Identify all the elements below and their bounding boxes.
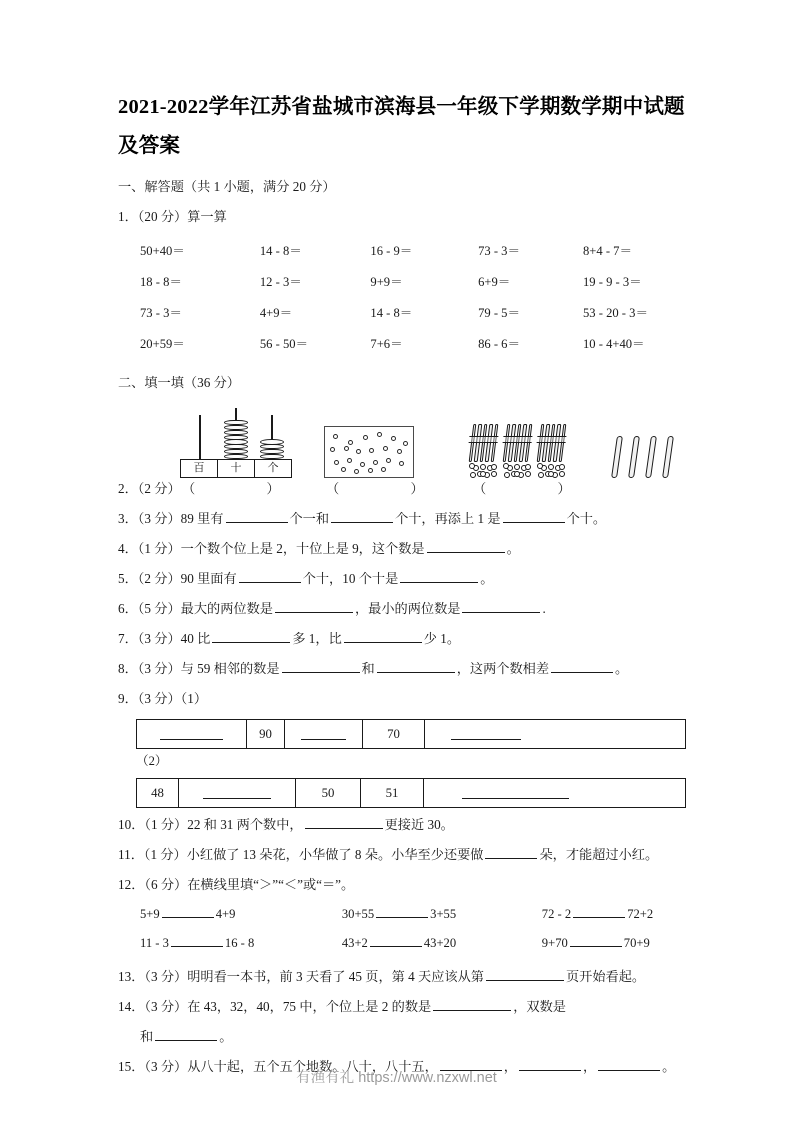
sequence-cell-blank[interactable] [425,720,547,748]
stick-bundle [536,424,566,478]
bundle-tie [537,436,567,443]
arithmetic-row [118,302,686,333]
abacus-bead [260,454,284,459]
answer-blank[interactable] [503,509,565,523]
question-4-text: 。 [506,541,520,556]
comparison-left: 9+70 [541,936,568,950]
question-5-label: 5．（2 分） [118,571,181,586]
abacus-place-label: 百 [181,460,218,477]
comparison-blank[interactable] [376,904,428,918]
question-14-text: ，双数是 [513,999,566,1014]
answer-blank[interactable] [331,509,393,523]
question-4-label: 4．（1 分） [118,541,181,556]
arithmetic-item: 16 - 9＝ [370,244,413,258]
comparison-blank[interactable] [162,904,214,918]
abacus-place-label: 十 [218,460,255,477]
arithmetic-item: 6+9＝ [478,275,511,289]
question-9-label: 9．（3 分）（1） [118,691,208,706]
question-7 [118,624,686,654]
comparison-grid [118,904,686,962]
comparison-right: 72+2 [627,907,654,921]
comparison-right: 43+20 [423,936,457,950]
question-8-text: 。 [615,661,629,676]
question-2-label: 2．（2 分） [118,481,181,496]
counting-dot [354,469,359,474]
question-10 [118,810,686,840]
question-7-text: 多 1，比 [292,631,342,646]
abacus-base [180,459,292,478]
counting-dot [363,435,368,440]
loose-stick [662,436,673,478]
abacus-bead-stack [224,421,248,459]
question-13-text: 页开始看起。 [565,969,646,984]
question-4-text: 一个数个位上是 2，十位上是 9，这个数是 [180,541,425,556]
counting-dot [391,436,396,441]
comparison-right: 4+9 [215,907,236,921]
stick-bundle [502,424,532,478]
counting-dot [386,458,391,463]
comparison-left: 30+55 [341,907,375,921]
question-10-label: 10．（1 分） [118,817,188,832]
question-2 [118,478,686,504]
answer-blank[interactable] [226,509,288,523]
counting-dot [377,432,382,437]
comparison-right: 16 - 8 [224,936,255,950]
question-14-text: 。 [219,1029,233,1044]
comparison-row [118,904,686,933]
sequence-cell-value: 51 [361,779,424,807]
question-3-text: 个一和 [289,511,330,526]
question-12-label: 12．（6 分） [118,877,188,892]
arithmetic-item: 53 - 20 - 3＝ [582,306,649,320]
question-8-text: 与 59 相邻的数是 [180,661,280,676]
abacus-place-label: 个 [267,462,279,474]
question-6-text: ，最小的两位数是 [354,601,461,616]
answer-blank[interactable] [239,569,301,583]
answer-blank[interactable] [400,569,478,583]
abacus-bead-stack [260,440,284,459]
question-8-label: 8．（3 分） [118,661,181,676]
arithmetic-item: 14 - 8＝ [370,306,413,320]
answer-blank[interactable] [486,967,564,981]
question-4 [118,534,686,564]
sequence-cell-blank[interactable] [285,720,363,748]
counting-dot [341,467,346,472]
question-15-text: 从八十起，五个五个地数。八十，八十五， [187,1059,438,1074]
answer-blank[interactable] [305,815,383,829]
arithmetic-item: 20+59＝ [140,337,185,351]
question-3-label: 3．（3 分） [118,511,181,526]
arithmetic-row [118,333,686,364]
comparison-row [118,933,686,962]
answer-parens[interactable]: （ ） [326,481,458,496]
abacus-bead [224,454,248,459]
illustration-row [118,404,686,478]
sequence-cell-blank[interactable] [179,779,296,807]
arithmetic-item: 8+4 - 7＝ [582,244,633,258]
number-sequence-table-2[interactable] [136,778,686,808]
question-11-text: 小红做了 13 朵花，小华做了 8 朵。小华至少还要做 [186,847,484,862]
question-6 [118,594,686,624]
question-12 [118,870,686,900]
question-3-text: 89 里有 [180,511,224,526]
question-15-text: ， [503,1059,517,1074]
comparison-blank[interactable] [573,904,625,918]
answer-blank[interactable] [377,659,455,673]
section-heading-1: 一、解答题（共 1 小题，满分 20 分） [118,179,336,194]
arithmetic-item: 79 - 5＝ [478,306,521,320]
answer-parens[interactable]: （ ） [182,481,314,496]
question-3 [118,504,686,534]
question-5-text: 90 里面有 [180,571,237,586]
counting-dot [348,440,353,445]
comparison-item [118,933,342,951]
comparison-left: 5+9 [140,907,160,921]
question-9-sub-label: （2） [136,754,168,768]
comparison-item [118,904,342,922]
comparison-right: 3+55 [430,907,457,921]
bundle-tie [503,436,533,443]
stick-bundle [468,424,498,478]
comparison-left: 43+2 [341,936,368,950]
comparison-item [342,933,542,951]
counting-dot [403,441,408,446]
arithmetic-item: 19 - 9 - 3＝ [582,275,642,289]
answer-blank[interactable] [344,629,422,643]
question-7-label: 7．（3 分） [118,631,181,646]
counting-dot [397,449,402,454]
comparison-item [342,904,542,922]
comparison-blank[interactable] [570,933,622,947]
answer-blank[interactable] [212,629,290,643]
question-6-text: . [542,601,546,616]
counting-dot [368,468,373,473]
counting-dot [330,447,335,452]
question-14-text: 在 43，32，40，75 中，个位上是 2 的数是 [187,999,432,1014]
abacus-rods [180,407,292,459]
comparison-blank[interactable] [171,933,223,947]
question-13 [118,962,686,992]
section-heading-2: 二、填一填（36 分） [118,375,240,390]
counting-dot [334,460,339,465]
counting-dot [347,458,352,463]
question-11-label: 11．（1 分） [118,847,187,862]
arithmetic-item: 9+9＝ [370,275,403,289]
comparison-left: 72 - 2 [541,907,572,921]
question-10-text: 更接近 30。 [384,817,454,832]
question-8-text: ，这两个数相差 [456,661,550,676]
question-8-text: 和 [361,661,375,676]
question-5 [118,564,686,594]
counting-dot [383,446,388,451]
question-6-label: 6．（5 分） [118,601,181,616]
question-8 [118,654,686,684]
arithmetic-item: 73 - 3＝ [140,306,182,320]
comparison-item [542,904,686,922]
answer-blank[interactable] [433,997,511,1011]
arithmetic-item: 4+9＝ [259,306,293,320]
loose-stick [645,436,656,478]
sequence-cell-value: 90 [247,720,285,748]
arithmetic-item: 56 - 50＝ [259,337,309,351]
arithmetic-item: 18 - 8＝ [140,275,182,289]
loose-sticks-illustration [610,430,686,478]
counting-dot [333,434,338,439]
answer-blank[interactable] [275,599,353,613]
question-7-text: 40 比 [180,631,211,646]
counting-dot [399,461,404,466]
arithmetic-item: 50+40＝ [140,244,185,258]
counting-dot [344,446,349,451]
dot-box-illustration [324,426,414,478]
question-11 [118,840,686,870]
question-3-text: 个十。 [566,511,607,526]
sequence-cell-value: 48 [137,779,179,807]
question-10-text: 22 和 31 两个数中， [187,817,303,832]
arithmetic-item: 12 - 3＝ [259,275,302,289]
question-5-text: 。 [480,571,494,586]
arithmetic-item: 7+6＝ [370,337,403,351]
counting-dot [369,448,374,453]
sequence-cell-value: 50 [296,779,361,807]
question-15-text: ， [582,1059,597,1074]
answer-parens[interactable]: （ ） [473,481,605,496]
arithmetic-grid [118,240,686,364]
arithmetic-item: 86 - 6＝ [478,337,521,351]
answer-blank[interactable] [462,599,540,613]
answer-blank[interactable] [427,539,505,553]
bundle-tie [469,436,499,443]
question-7-text: 少 1。 [423,631,461,646]
counting-dot [360,462,365,467]
question-11-text: 朵，才能超过小红。 [539,847,659,862]
question-14-label: 14．（3 分） [118,999,188,1014]
counting-dot [373,460,378,465]
document-content [118,88,686,1082]
comparison-item [542,933,686,951]
loose-stick [611,436,622,478]
question-14-text: 和 [140,1029,154,1044]
sequence-cell-blank[interactable] [137,720,247,748]
question-3-text: 个十，再添上 1 是 [395,511,501,526]
arithmetic-item: 73 - 3＝ [478,244,521,258]
abacus-rod-stick [199,415,201,459]
answer-blank[interactable] [282,659,360,673]
arithmetic-row [118,240,686,271]
sequence-cell-value: 70 [363,720,425,748]
number-sequence-table-1[interactable] [136,719,686,749]
footer-watermark: 有渔有礼 https://www.nzxwl.net [296,1070,497,1086]
comparison-left: 11 - 3 [140,936,169,950]
question-13-label: 13．（3 分） [118,969,188,984]
question-12-text: 在横线里填“＞”“＜”或“＝”。 [187,877,355,892]
arithmetic-item: 14 - 8＝ [259,244,302,258]
question-1-label: 1．（20 分）算一算 [118,209,227,224]
answer-blank[interactable] [551,659,613,673]
loose-stick [628,436,639,478]
abacus-illustration [180,407,292,478]
answer-blank[interactable] [485,845,537,859]
question-14 [118,992,686,1052]
comparison-blank[interactable] [370,933,422,947]
question-6-text: 最大的两位数是 [180,601,273,616]
comparison-right: 70+9 [623,936,650,950]
question-5-text: 个十，10 个十是 [302,571,399,586]
question-15-text: 。 [662,1059,676,1074]
question-15-label: 15．（3 分） [118,1059,188,1074]
question-13-text: 明明看一本书，前 3 天看了 45 页，第 4 天应该从第 [187,969,484,984]
answer-blank[interactable] [155,1027,217,1041]
counting-dot [381,467,386,472]
page-title: 2021-2022学年江苏省盐城市滨海县一年级下学期数学期中试题及答案 [118,96,685,157]
sequence-cell-blank[interactable] [424,779,607,807]
stick-bundles-illustration [468,422,574,478]
counting-dot [356,449,361,454]
arithmetic-row [118,271,686,302]
arithmetic-item: 10 - 4+40＝ [582,337,645,351]
